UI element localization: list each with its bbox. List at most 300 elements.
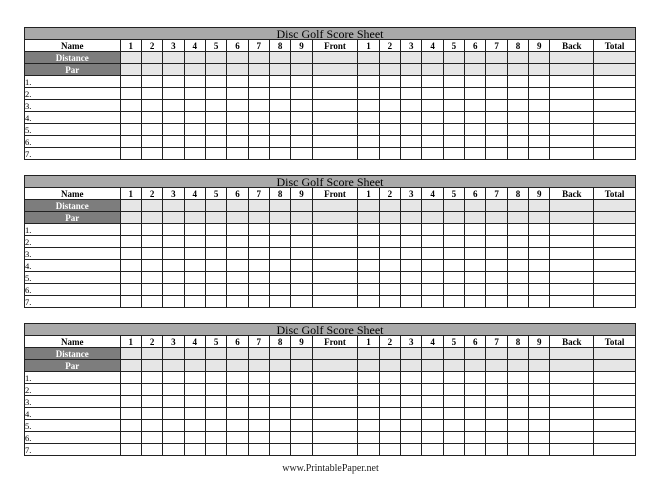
score-cell[interactable]: [486, 236, 507, 248]
score-cell[interactable]: [594, 260, 636, 272]
distance-row-cell[interactable]: [291, 52, 312, 64]
score-cell[interactable]: [443, 408, 464, 420]
score-cell[interactable]: [141, 372, 162, 384]
score-cell[interactable]: [120, 112, 141, 124]
score-cell[interactable]: [269, 100, 290, 112]
score-cell[interactable]: [269, 88, 290, 100]
score-cell[interactable]: [486, 100, 507, 112]
score-cell[interactable]: [269, 248, 290, 260]
score-cell[interactable]: [550, 76, 594, 88]
score-cell[interactable]: [529, 100, 550, 112]
score-cell[interactable]: [205, 260, 226, 272]
score-cell[interactable]: [379, 224, 400, 236]
score-cell[interactable]: [269, 444, 290, 456]
distance-row-cell[interactable]: [291, 348, 312, 360]
score-cell[interactable]: [184, 136, 205, 148]
score-cell[interactable]: [594, 224, 636, 236]
distance-row-cell[interactable]: [401, 348, 422, 360]
score-cell[interactable]: [312, 408, 358, 420]
player-name-cell[interactable]: 6.: [25, 432, 121, 444]
score-cell[interactable]: [291, 396, 312, 408]
score-cell[interactable]: [443, 384, 464, 396]
score-cell[interactable]: [141, 396, 162, 408]
score-cell[interactable]: [379, 124, 400, 136]
distance-row-cell[interactable]: [269, 200, 290, 212]
score-cell[interactable]: [227, 124, 248, 136]
distance-row-cell[interactable]: [358, 200, 379, 212]
score-cell[interactable]: [443, 272, 464, 284]
distance-row-cell[interactable]: [465, 52, 486, 64]
player-name-cell[interactable]: 2.: [25, 384, 121, 396]
score-cell[interactable]: [358, 112, 379, 124]
score-cell[interactable]: [205, 408, 226, 420]
score-cell[interactable]: [507, 224, 528, 236]
score-cell[interactable]: [291, 420, 312, 432]
score-cell[interactable]: [358, 236, 379, 248]
score-cell[interactable]: [401, 272, 422, 284]
score-cell[interactable]: [227, 272, 248, 284]
score-cell[interactable]: [465, 88, 486, 100]
score-cell[interactable]: [291, 272, 312, 284]
score-cell[interactable]: [205, 272, 226, 284]
score-cell[interactable]: [379, 284, 400, 296]
score-cell[interactable]: [550, 272, 594, 284]
distance-row-cell[interactable]: [550, 348, 594, 360]
score-cell[interactable]: [507, 284, 528, 296]
score-cell[interactable]: [291, 260, 312, 272]
score-cell[interactable]: [184, 236, 205, 248]
score-cell[interactable]: [422, 88, 443, 100]
score-cell[interactable]: [227, 136, 248, 148]
score-cell[interactable]: [529, 236, 550, 248]
score-cell[interactable]: [529, 76, 550, 88]
score-cell[interactable]: [120, 384, 141, 396]
score-cell[interactable]: [312, 372, 358, 384]
distance-row-cell[interactable]: [248, 52, 269, 64]
score-cell[interactable]: [269, 296, 290, 308]
score-cell[interactable]: [312, 124, 358, 136]
score-cell[interactable]: [379, 384, 400, 396]
distance-row-cell[interactable]: [205, 52, 226, 64]
distance-row-cell[interactable]: [486, 348, 507, 360]
score-cell[interactable]: [205, 432, 226, 444]
par-row-cell[interactable]: [248, 64, 269, 76]
distance-row-cell[interactable]: [227, 200, 248, 212]
distance-row-cell[interactable]: [205, 200, 226, 212]
score-cell[interactable]: [141, 296, 162, 308]
distance-row-cell[interactable]: [184, 52, 205, 64]
score-cell[interactable]: [507, 112, 528, 124]
score-cell[interactable]: [163, 236, 184, 248]
par-row-cell[interactable]: [443, 360, 464, 372]
score-cell[interactable]: [205, 396, 226, 408]
player-name-cell[interactable]: 7.: [25, 444, 121, 456]
par-row-cell[interactable]: [529, 212, 550, 224]
score-cell[interactable]: [379, 444, 400, 456]
score-cell[interactable]: [248, 124, 269, 136]
score-cell[interactable]: [422, 112, 443, 124]
distance-row-cell[interactable]: [269, 52, 290, 64]
score-cell[interactable]: [465, 236, 486, 248]
score-cell[interactable]: [507, 88, 528, 100]
score-cell[interactable]: [227, 296, 248, 308]
score-cell[interactable]: [486, 420, 507, 432]
score-cell[interactable]: [269, 136, 290, 148]
score-cell[interactable]: [422, 296, 443, 308]
score-cell[interactable]: [486, 112, 507, 124]
par-row-cell[interactable]: [291, 64, 312, 76]
score-cell[interactable]: [401, 248, 422, 260]
score-cell[interactable]: [529, 260, 550, 272]
score-cell[interactable]: [358, 136, 379, 148]
score-cell[interactable]: [379, 396, 400, 408]
score-cell[interactable]: [163, 88, 184, 100]
player-name-cell[interactable]: 7.: [25, 148, 121, 160]
score-cell[interactable]: [269, 272, 290, 284]
score-cell[interactable]: [594, 408, 636, 420]
score-cell[interactable]: [312, 248, 358, 260]
par-row-cell[interactable]: [422, 360, 443, 372]
score-cell[interactable]: [594, 444, 636, 456]
score-cell[interactable]: [379, 100, 400, 112]
score-cell[interactable]: [443, 432, 464, 444]
score-cell[interactable]: [120, 372, 141, 384]
score-cell[interactable]: [227, 148, 248, 160]
score-cell[interactable]: [401, 236, 422, 248]
distance-row-cell[interactable]: [550, 52, 594, 64]
par-row-cell[interactable]: [312, 64, 358, 76]
par-row-cell[interactable]: [594, 64, 636, 76]
score-cell[interactable]: [465, 372, 486, 384]
par-row-cell[interactable]: [269, 212, 290, 224]
score-cell[interactable]: [120, 444, 141, 456]
score-cell[interactable]: [163, 420, 184, 432]
score-cell[interactable]: [184, 148, 205, 160]
score-cell[interactable]: [227, 420, 248, 432]
score-cell[interactable]: [486, 224, 507, 236]
score-cell[interactable]: [422, 408, 443, 420]
score-cell[interactable]: [291, 124, 312, 136]
score-cell[interactable]: [312, 260, 358, 272]
score-cell[interactable]: [486, 88, 507, 100]
score-cell[interactable]: [550, 444, 594, 456]
score-cell[interactable]: [529, 272, 550, 284]
score-cell[interactable]: [443, 112, 464, 124]
score-cell[interactable]: [550, 284, 594, 296]
score-cell[interactable]: [507, 236, 528, 248]
score-cell[interactable]: [120, 100, 141, 112]
score-cell[interactable]: [486, 372, 507, 384]
score-cell[interactable]: [184, 124, 205, 136]
score-cell[interactable]: [594, 296, 636, 308]
score-cell[interactable]: [120, 260, 141, 272]
score-cell[interactable]: [443, 148, 464, 160]
par-row-cell[interactable]: [465, 64, 486, 76]
par-row-cell[interactable]: [422, 212, 443, 224]
score-cell[interactable]: [422, 100, 443, 112]
distance-row-cell[interactable]: [248, 200, 269, 212]
score-cell[interactable]: [465, 432, 486, 444]
score-cell[interactable]: [379, 112, 400, 124]
par-row-cell[interactable]: [465, 360, 486, 372]
score-cell[interactable]: [358, 432, 379, 444]
score-cell[interactable]: [465, 384, 486, 396]
score-cell[interactable]: [443, 88, 464, 100]
score-cell[interactable]: [184, 284, 205, 296]
player-name-cell[interactable]: 7.: [25, 296, 121, 308]
distance-row-cell[interactable]: [312, 52, 358, 64]
score-cell[interactable]: [120, 136, 141, 148]
score-cell[interactable]: [163, 260, 184, 272]
distance-row-cell[interactable]: [141, 348, 162, 360]
score-cell[interactable]: [248, 100, 269, 112]
score-cell[interactable]: [465, 408, 486, 420]
score-cell[interactable]: [401, 136, 422, 148]
score-cell[interactable]: [291, 148, 312, 160]
score-cell[interactable]: [291, 444, 312, 456]
score-cell[interactable]: [422, 272, 443, 284]
score-cell[interactable]: [422, 420, 443, 432]
score-cell[interactable]: [443, 372, 464, 384]
score-cell[interactable]: [401, 396, 422, 408]
score-cell[interactable]: [529, 420, 550, 432]
score-cell[interactable]: [594, 384, 636, 396]
score-cell[interactable]: [401, 100, 422, 112]
distance-row-cell[interactable]: [594, 52, 636, 64]
distance-row-cell[interactable]: [594, 348, 636, 360]
score-cell[interactable]: [120, 272, 141, 284]
par-row-cell[interactable]: [312, 212, 358, 224]
score-cell[interactable]: [248, 236, 269, 248]
score-cell[interactable]: [141, 432, 162, 444]
score-cell[interactable]: [465, 76, 486, 88]
score-cell[interactable]: [422, 284, 443, 296]
score-cell[interactable]: [465, 100, 486, 112]
score-cell[interactable]: [141, 236, 162, 248]
score-cell[interactable]: [120, 396, 141, 408]
distance-row-cell[interactable]: [205, 348, 226, 360]
score-cell[interactable]: [141, 284, 162, 296]
score-cell[interactable]: [422, 236, 443, 248]
par-row-cell[interactable]: [379, 360, 400, 372]
score-cell[interactable]: [443, 136, 464, 148]
score-cell[interactable]: [550, 372, 594, 384]
par-row-cell[interactable]: [486, 212, 507, 224]
distance-row-cell[interactable]: [227, 348, 248, 360]
score-cell[interactable]: [358, 444, 379, 456]
score-cell[interactable]: [401, 148, 422, 160]
score-cell[interactable]: [120, 124, 141, 136]
score-cell[interactable]: [507, 444, 528, 456]
score-cell[interactable]: [291, 372, 312, 384]
score-cell[interactable]: [205, 296, 226, 308]
score-cell[interactable]: [163, 396, 184, 408]
score-cell[interactable]: [163, 76, 184, 88]
score-cell[interactable]: [205, 236, 226, 248]
score-cell[interactable]: [141, 272, 162, 284]
score-cell[interactable]: [291, 88, 312, 100]
score-cell[interactable]: [120, 420, 141, 432]
score-cell[interactable]: [291, 100, 312, 112]
score-cell[interactable]: [401, 76, 422, 88]
distance-row-cell[interactable]: [550, 200, 594, 212]
score-cell[interactable]: [422, 136, 443, 148]
score-cell[interactable]: [184, 444, 205, 456]
score-cell[interactable]: [443, 420, 464, 432]
score-cell[interactable]: [163, 124, 184, 136]
distance-row-cell[interactable]: [465, 348, 486, 360]
distance-row-cell[interactable]: [141, 52, 162, 64]
score-cell[interactable]: [248, 88, 269, 100]
distance-row-cell[interactable]: [227, 52, 248, 64]
par-row-cell[interactable]: [227, 64, 248, 76]
score-cell[interactable]: [227, 76, 248, 88]
score-cell[interactable]: [248, 396, 269, 408]
par-row-cell[interactable]: [141, 212, 162, 224]
score-cell[interactable]: [465, 224, 486, 236]
distance-row-cell[interactable]: [163, 348, 184, 360]
player-name-cell[interactable]: 5.: [25, 124, 121, 136]
distance-row-cell[interactable]: [163, 200, 184, 212]
score-cell[interactable]: [529, 248, 550, 260]
score-cell[interactable]: [507, 248, 528, 260]
score-cell[interactable]: [248, 112, 269, 124]
score-cell[interactable]: [401, 124, 422, 136]
score-cell[interactable]: [594, 272, 636, 284]
score-cell[interactable]: [227, 112, 248, 124]
score-cell[interactable]: [141, 148, 162, 160]
score-cell[interactable]: [141, 248, 162, 260]
score-cell[interactable]: [312, 76, 358, 88]
score-cell[interactable]: [486, 272, 507, 284]
score-cell[interactable]: [269, 372, 290, 384]
par-row-cell[interactable]: [550, 212, 594, 224]
distance-row-cell[interactable]: [312, 348, 358, 360]
score-cell[interactable]: [184, 248, 205, 260]
score-cell[interactable]: [529, 136, 550, 148]
score-cell[interactable]: [529, 224, 550, 236]
score-cell[interactable]: [141, 408, 162, 420]
score-cell[interactable]: [184, 396, 205, 408]
score-cell[interactable]: [401, 384, 422, 396]
score-cell[interactable]: [465, 272, 486, 284]
score-cell[interactable]: [141, 260, 162, 272]
distance-row-cell[interactable]: [594, 200, 636, 212]
distance-row-cell[interactable]: [443, 200, 464, 212]
score-cell[interactable]: [227, 432, 248, 444]
par-row-cell[interactable]: [163, 64, 184, 76]
distance-row-cell[interactable]: [529, 200, 550, 212]
score-cell[interactable]: [443, 248, 464, 260]
score-cell[interactable]: [529, 296, 550, 308]
par-row-cell[interactable]: [443, 64, 464, 76]
score-cell[interactable]: [486, 432, 507, 444]
score-cell[interactable]: [141, 112, 162, 124]
par-row-cell[interactable]: [291, 212, 312, 224]
score-cell[interactable]: [184, 224, 205, 236]
score-cell[interactable]: [422, 260, 443, 272]
score-cell[interactable]: [507, 272, 528, 284]
distance-row-cell[interactable]: [120, 52, 141, 64]
score-cell[interactable]: [422, 432, 443, 444]
score-cell[interactable]: [594, 284, 636, 296]
distance-row-cell[interactable]: [184, 200, 205, 212]
par-row-cell[interactable]: [120, 64, 141, 76]
score-cell[interactable]: [465, 284, 486, 296]
score-cell[interactable]: [312, 272, 358, 284]
score-cell[interactable]: [163, 444, 184, 456]
score-cell[interactable]: [163, 408, 184, 420]
score-cell[interactable]: [184, 260, 205, 272]
score-cell[interactable]: [205, 444, 226, 456]
score-cell[interactable]: [269, 76, 290, 88]
score-cell[interactable]: [248, 432, 269, 444]
score-cell[interactable]: [269, 396, 290, 408]
score-cell[interactable]: [486, 248, 507, 260]
par-row-cell[interactable]: [163, 212, 184, 224]
score-cell[interactable]: [358, 296, 379, 308]
score-cell[interactable]: [443, 260, 464, 272]
score-cell[interactable]: [465, 148, 486, 160]
score-cell[interactable]: [227, 260, 248, 272]
score-cell[interactable]: [594, 136, 636, 148]
score-cell[interactable]: [312, 112, 358, 124]
score-cell[interactable]: [141, 420, 162, 432]
score-cell[interactable]: [507, 432, 528, 444]
player-name-cell[interactable]: 3.: [25, 100, 121, 112]
par-row-cell[interactable]: [379, 212, 400, 224]
score-cell[interactable]: [486, 124, 507, 136]
score-cell[interactable]: [312, 444, 358, 456]
score-cell[interactable]: [141, 224, 162, 236]
par-row-cell[interactable]: [120, 212, 141, 224]
score-cell[interactable]: [465, 396, 486, 408]
score-cell[interactable]: [550, 248, 594, 260]
player-name-cell[interactable]: 3.: [25, 396, 121, 408]
score-cell[interactable]: [507, 148, 528, 160]
score-cell[interactable]: [550, 124, 594, 136]
player-name-cell[interactable]: 6.: [25, 284, 121, 296]
par-row-cell[interactable]: [120, 360, 141, 372]
score-cell[interactable]: [443, 296, 464, 308]
score-cell[interactable]: [163, 100, 184, 112]
score-cell[interactable]: [465, 248, 486, 260]
player-name-cell[interactable]: 4.: [25, 260, 121, 272]
score-cell[interactable]: [443, 236, 464, 248]
score-cell[interactable]: [205, 248, 226, 260]
score-cell[interactable]: [163, 248, 184, 260]
score-cell[interactable]: [486, 76, 507, 88]
score-cell[interactable]: [120, 284, 141, 296]
score-cell[interactable]: [227, 396, 248, 408]
score-cell[interactable]: [401, 372, 422, 384]
score-cell[interactable]: [486, 148, 507, 160]
score-cell[interactable]: [248, 248, 269, 260]
score-cell[interactable]: [401, 284, 422, 296]
score-cell[interactable]: [141, 76, 162, 88]
distance-row-cell[interactable]: [443, 348, 464, 360]
score-cell[interactable]: [594, 420, 636, 432]
score-cell[interactable]: [486, 444, 507, 456]
score-cell[interactable]: [205, 112, 226, 124]
score-cell[interactable]: [205, 148, 226, 160]
score-cell[interactable]: [507, 408, 528, 420]
score-cell[interactable]: [358, 396, 379, 408]
score-cell[interactable]: [550, 396, 594, 408]
score-cell[interactable]: [443, 444, 464, 456]
score-cell[interactable]: [550, 408, 594, 420]
score-cell[interactable]: [269, 236, 290, 248]
